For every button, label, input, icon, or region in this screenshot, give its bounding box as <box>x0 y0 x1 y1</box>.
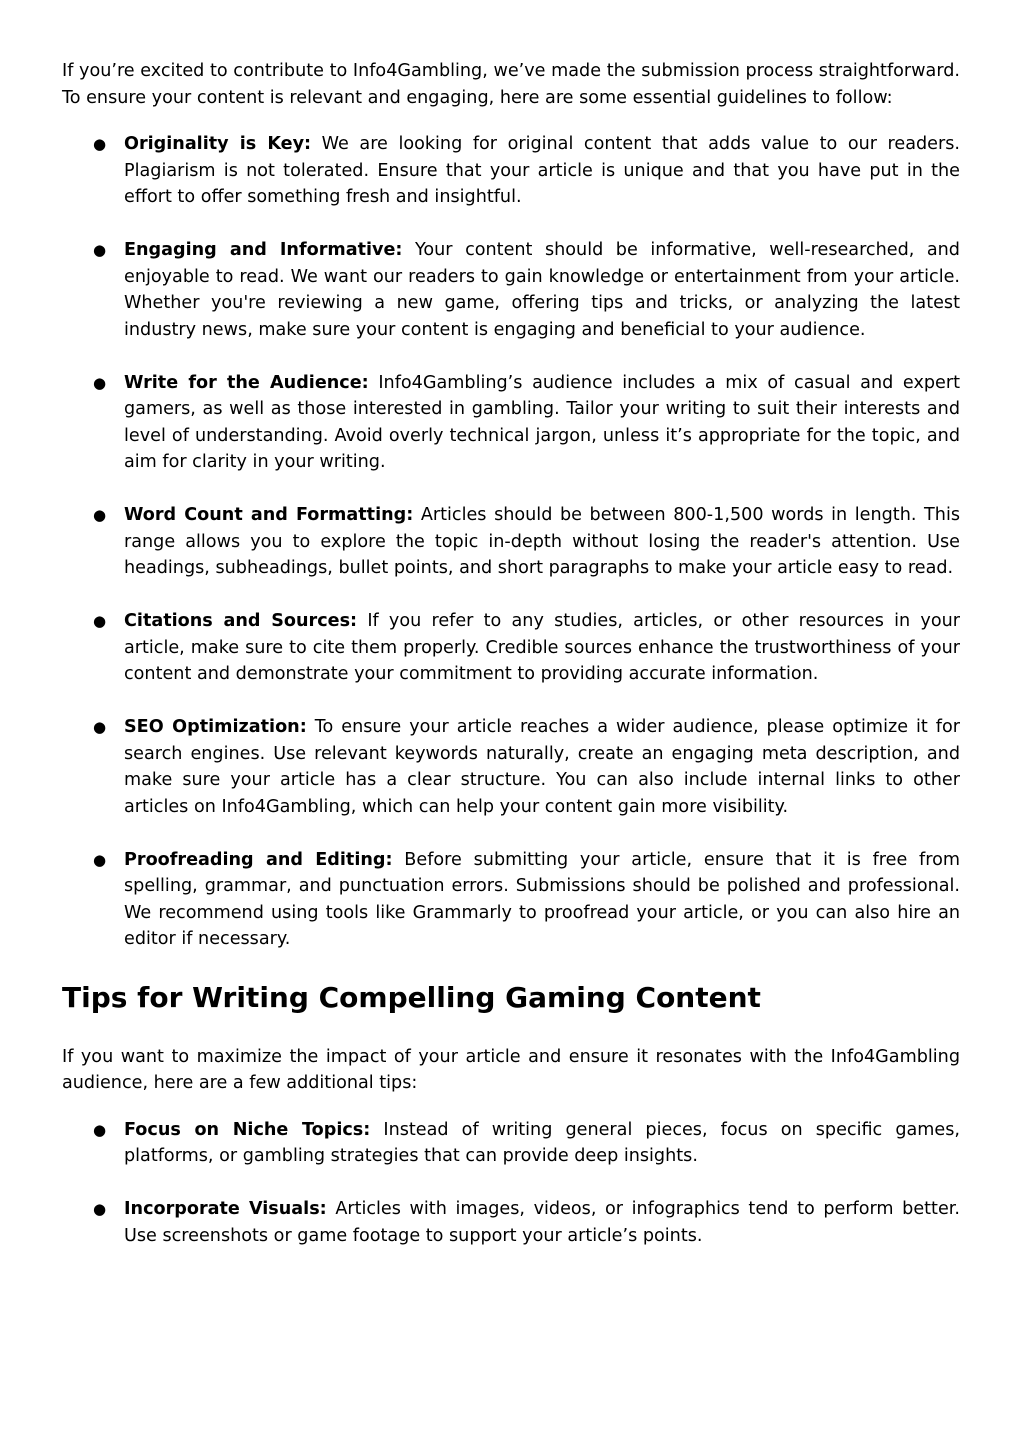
tip-text: Articles with images, videos, or infographics tend to perform better. Use screenshots or game footage to support your article’s points. <box>124 1199 960 1246</box>
guideline-text: To ensure your article reaches a wider audience, please optimize it for search engines. Use relevant keywords naturally, create an engaging meta description, and make sure your article has a clear structure. You can also include internal links to other articles on Info4Gambling, which can help your content gain more visibility. <box>124 717 960 817</box>
guideline-text: Your content should be informative, well-researched, and enjoyable to read. We want our readers to gain knowledge or entertainment from your article. Whether you're reviewing a new game, offering tips and tricks, or analyzing the latest industry news, make sure your content is engaging and beneficial to your audience. <box>124 240 960 340</box>
intro-paragraph: If you’re excited to contribute to Info4Gambling, we’ve made the submission process straightforward. To ensure your content is relevant and engaging, here are some essential guidelines to follow: <box>62 61 960 108</box>
list-item <box>62 608 960 688</box>
tip-text: Instead of writing general pieces, focus on specific games, platforms, or gambling strategies that can provide deep insights. <box>124 1119 960 1166</box>
guideline-term: Originality is Key: <box>124 134 312 154</box>
bullet-icon: ● <box>93 850 107 869</box>
guideline-text: Articles should be between 800-1,500 words in length. This range allows you to explore the topic in-depth without losing the reader's attention. Use headings, subheadings, bullet points, and short paragraphs to make your article easy to read. <box>124 505 960 578</box>
section-heading: Tips for Writing Compelling Gaming Content <box>62 980 761 1014</box>
guideline-term: Proofreading and Editing: <box>124 849 393 870</box>
bullet-icon: ● <box>93 612 107 630</box>
guideline-term: SEO Optimization: <box>124 717 307 737</box>
guideline-term: Citations and Sources: <box>124 611 358 631</box>
tips-intro-paragraph: If you want to maximize the impact of your article and ensure it resonates with the Info4Gambling audience, here are a few additional tips: <box>62 1046 960 1093</box>
bullet-icon: ● <box>93 373 107 392</box>
bullet-icon: ● <box>93 1120 107 1139</box>
bullet-icon: ● <box>93 1200 107 1218</box>
guideline-term: Engaging and Informative: <box>124 240 403 260</box>
bullet-icon: ● <box>93 506 107 524</box>
guideline-text: We are looking for original content that adds value to our readers. Plagiarism is not tolerated. Ensure that your article is unique and that you have put in the effort to offer something fresh and insightful. <box>124 134 960 207</box>
list-item <box>62 847 960 953</box>
tips-list <box>62 1117 960 1250</box>
list-item <box>62 1117 960 1170</box>
list-item <box>62 1196 960 1249</box>
tip-term: Focus on Niche Topics: <box>124 1119 371 1140</box>
document-page <box>62 58 960 1249</box>
list-item <box>62 237 960 343</box>
guidelines-list <box>62 131 960 953</box>
bullet-icon: ● <box>93 241 107 259</box>
guideline-text: If you refer to any studies, articles, or other resources in your article, make sure to cite them properly. Credible sources enhance the trustworthiness of your content and demonstrate your commitment to providing accurate information. <box>124 611 960 684</box>
bullet-icon: ● <box>93 135 107 153</box>
bullet-icon: ● <box>93 718 107 736</box>
list-item <box>62 502 960 582</box>
list-item <box>62 131 960 211</box>
list-item <box>62 714 960 820</box>
tip-term: Incorporate Visuals: <box>124 1199 327 1219</box>
list-item <box>62 370 960 476</box>
guideline-text: Info4Gambling’s audience includes a mix of casual and expert gamers, as well as those interested in gambling. Tailor your writing to suit their interests and level of understanding. Avoid overly technical jargon, unless it’s appropriate for the topic, and aim for clarity in your writing. <box>124 372 960 472</box>
guideline-text: Before submitting your article, ensure that it is free from spelling, grammar, and punctuation errors. Submissions should be polished and professional. We recommend using tools like Grammarly to proofread your article, or you can also hire an editor if necessary. <box>124 849 961 949</box>
guideline-term: Word Count and Formatting: <box>124 505 414 525</box>
guideline-term: Write for the Audience: <box>124 372 369 393</box>
